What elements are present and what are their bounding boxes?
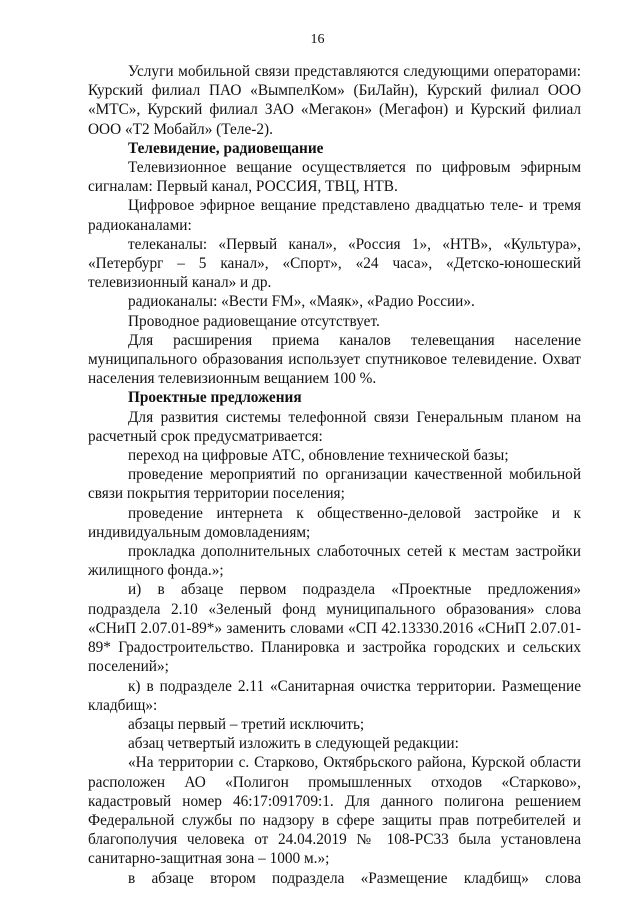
page-number: 16 [310,32,325,47]
paragraph: радиоканалы: «Вести FM», «Маяк», «Радио России». [128,293,475,311]
paragraph: телеканалы: «Первый канал», «Россия 1», «НТВ», «Культура», «Петербург – 5 канал», «Спорт», «24 часа», «Детско-юношеский телевизионный канал» и др. [88,235,581,292]
section-heading: Проектные предложения [128,389,302,407]
paragraph: Услуги мобильной связи представляются следующими операторами: Курский филиал ПАО «ВымпелКом» (БиЛайн), Курский филиал ООО «МТС», Курский филиал ЗАО «Мегакон» (Мегафон) и Курский филиал ООО «Т2 Мобайл» (Теле-2). [88,63,581,138]
paragraph: абзац четвертый изложить в следующей редакции: [128,735,459,753]
paragraph: абзацы первый – третий исключить; [128,715,365,733]
paragraph: в абзаце втором подраздела «Размещение кладбищ» слова [128,869,581,887]
paragraph: переход на цифровые АТС, обновление технической базы; [128,447,509,465]
paragraph: Для развития системы телефонной связи Генеральным планом на расчетный срок предусматривается: [88,408,581,445]
paragraph: Телевизионное вещание осуществляется по цифровым эфирным сигналам: Первый канал, РОССИЯ, ТВЦ, НТВ. [88,159,581,196]
paragraph: проведение интернета к общественно-деловой застройке и к индивидуальным домовладениям; [88,504,581,541]
paragraph: прокладка дополнительных слаботочных сетей к местам застройки жилищного фонда.»; [88,543,581,580]
paragraph: Цифровое эфирное вещание представлено двадцатью теле- и тремя радиоканалами: [88,197,581,234]
paragraph: проведение мероприятий по организации качественной мобильной связи покрытия территории поселения; [88,466,581,503]
paragraph: Проводное радиовещание отсутствует. [128,312,380,330]
paragraph: к) в подразделе 2.11 «Санитарная очистка территории. Размещение кладбищ»: [88,677,581,714]
paragraph: и) в абзаце первом подраздела «Проектные предложения» подраздела 2.10 «Зеленый фонд муниципального образования» слова «СНиП 2.07.01-89*» заменить словами «СП 42.13330.2016 «СНиП 2.07.01-89* Градостроительство. Планировка и застройка городских и сельских поселений»; [88,581,581,676]
document-body [88,62,581,888]
paragraph: Для расширения приема каналов телевещания население муниципального образования использует спутниковое телевидение. Охват населения телевизионным вещанием 100 %. [88,331,581,388]
paragraph: «На территории с. Старково, Октябрьского района, Курской области расположен АО «Полигон промышленных отходов «Старково», кадастровый номер 46:17:091709:1. Для данного полигона решением Федеральной службы по надзору в сфере защиты прав потребителей и благополучия человека от 24.04.2019 № 108-РС33 была установлена санитарно-защитная зона – 1000 м.»; [88,754,581,868]
section-heading: Телевидение, радиовещание [128,139,324,157]
